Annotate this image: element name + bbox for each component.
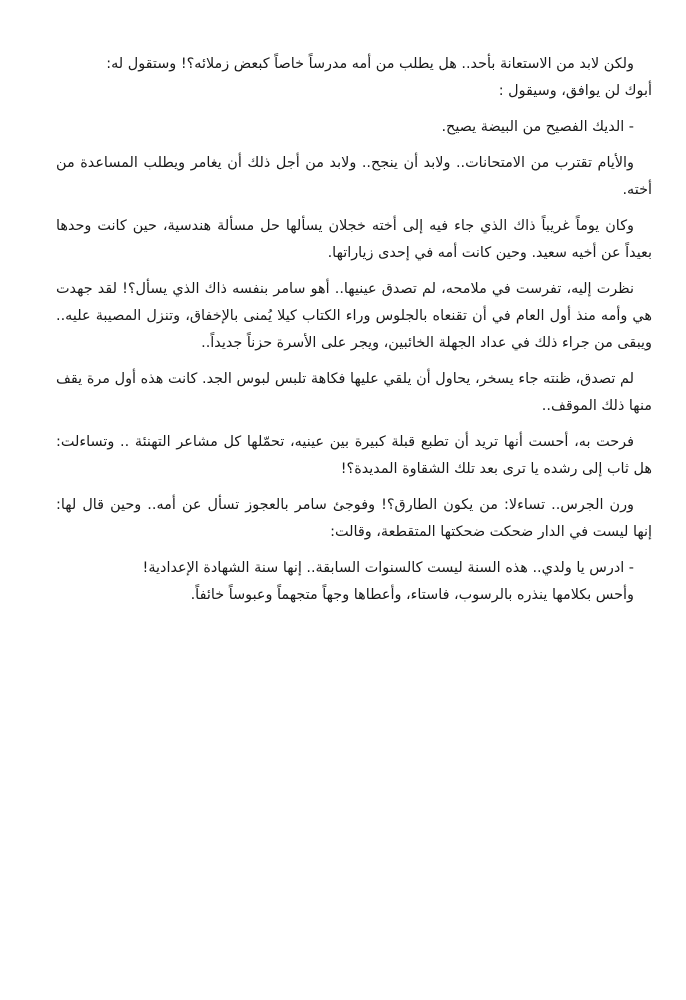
paragraph-5: وكان يوماً غريباً ذاك الذي جاء فيه إلى أخته خجلان يسألها حل مسألة هندسية، حين كانت وحدها بعيداً عن أخيه سعيد. وحين كانت أمه في إحدى زياراتها. [56,218,652,261]
paragraph-8: فرحت به، أحست أنها تريد أن تطبع قبلة كبيرة بين عينيه، تحمّلها كل مشاعر التهنئة .. وتساءلت: هل ثاب إلى رشده يا ترى بعد تلك الشقاوة المديدة؟! [56,434,652,477]
paragraph-7: لم تصدق، ظنته جاء يسخر، يحاول أن يلقي عليها فكاهة تلبس لبوس الجد. كانت هذه أول مرة يقف منها ذلك الموقف.. [56,371,652,414]
paragraph-2: أبوك لن يوافق، وسيقول : [498,83,652,99]
paragraph-4: والأيام تقترب من الامتحانات.. ولابد أن ينجح.. ولابد من أجل ذلك أن يغامر ويطلب المساعدة من أخته. [56,155,652,198]
paragraph-3: - الديك الفصيح من البيضة يصيح. [441,119,634,135]
paragraph-1: ولكن لابد من الاستعانة بأحد.. هل يطلب من أمه مدرساً خاصاً كبعض زملائه؟! وستقول له: [106,56,634,72]
paragraph-11: وأحس بكلامها ينذره بالرسوب، فاستاء، وأعطاها وجهاً متجهماً وعبوساً خائفاً. [190,587,634,603]
paragraph-6: نظرت إليه، تفرست في ملامحه، لم تصدق عينيها.. أهو سامر بنفسه ذاك الذي يسأل؟! لقد جهدت هي وأمه منذ أول العام في أن تقنعاه بالجلوس وراء الكتاب كيلا يُمنى بالإخفاق، وتنزل المصيبة عليه.. ويبقى من جراء ذلك في عداد الجهلة الخائبين، ويجر على الأسرة حزناً جديداً.. [56,281,652,351]
paragraph-9: ورن الجرس.. تساءلا: من يكون الطارق؟! وفوجئ سامر بالعجوز تسأل عن أمه.. وحين قال لها: إنها ليست في الدار ضحكت ضحكتها المتقطعة، وقالت: [56,497,652,540]
paragraph-10: - ادرس يا ولدي.. هذه السنة ليست كالسنوات السابقة.. إنها سنة الشهادة الإعدادية! [142,560,634,576]
document-body [56,51,652,618]
